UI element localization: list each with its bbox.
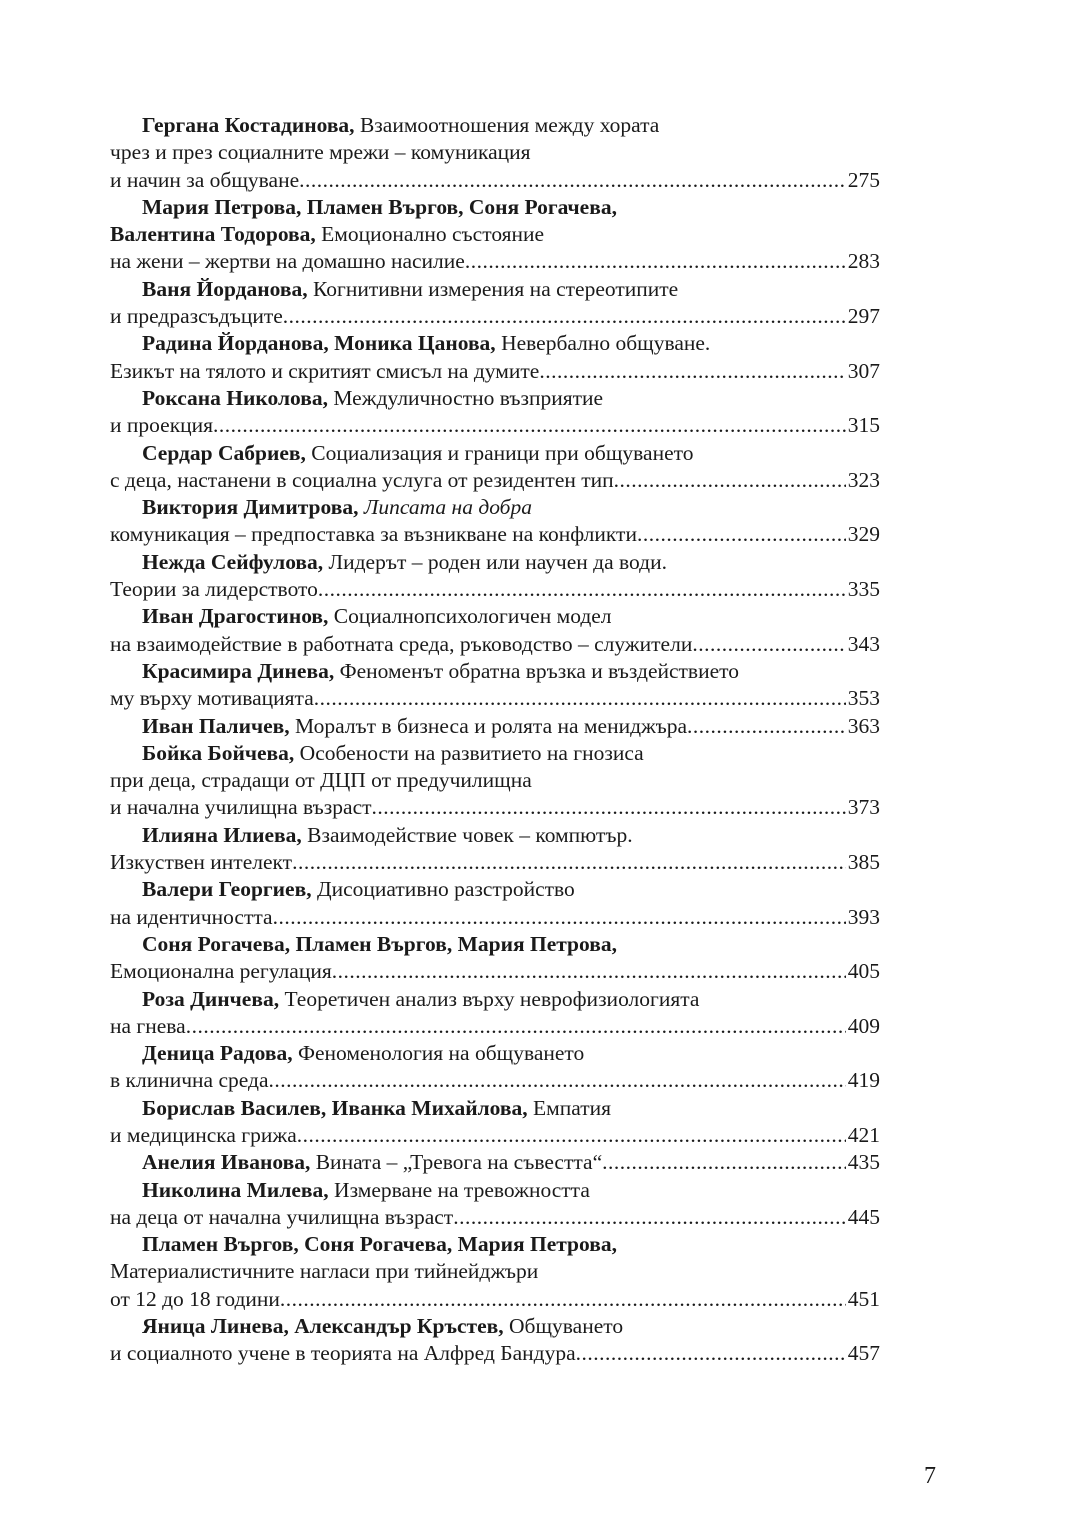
dot-leader xyxy=(614,467,846,494)
entry-authors: Анелия Иванова, xyxy=(142,1150,311,1175)
entry-authors: Валери Георгиев, xyxy=(142,877,312,902)
entry-page: 307 xyxy=(847,358,880,383)
toc-entry xyxy=(110,1231,880,1313)
entry-page: 385 xyxy=(847,850,880,875)
toc-entry xyxy=(110,713,880,740)
toc-entry xyxy=(110,1313,880,1368)
entry-title: Изкуствен интелект xyxy=(110,850,293,875)
dot-leader xyxy=(297,1122,846,1149)
entry-title: Емпатия xyxy=(532,1095,611,1120)
toc-entry xyxy=(110,931,880,986)
entry-page: 343 xyxy=(847,631,880,656)
toc-entry xyxy=(110,1040,880,1095)
entry-title: на деца от начална училищна възраст xyxy=(110,1204,454,1229)
toc-entry xyxy=(110,822,880,877)
entry-authors: Сердар Сабриев, xyxy=(142,440,306,465)
table-of-contents xyxy=(110,112,880,1368)
entry-page: 315 xyxy=(847,413,880,438)
toc-entry xyxy=(110,330,880,385)
entry-title: и начин за общуване xyxy=(110,167,300,192)
entry-page: 405 xyxy=(847,959,880,984)
dot-leader xyxy=(637,521,846,548)
entry-authors: Илияна Илиева, xyxy=(142,822,302,847)
entry-title: Липсата на добра xyxy=(363,495,532,520)
entry-page: 435 xyxy=(847,1150,880,1175)
entry-title: Лидерът – роден или научен да води. xyxy=(328,549,667,574)
entry-title: и начална училищна възраст xyxy=(110,795,372,820)
entry-title: Феноменология на общуването xyxy=(297,1041,585,1066)
entry-authors: Нежда Сейфулова, xyxy=(142,549,324,574)
entry-authors: Пламен Въргов, Соня Рогачева, Мария Петрова, xyxy=(142,1232,617,1257)
toc-entry xyxy=(110,549,880,604)
entry-page: 275 xyxy=(847,167,880,192)
entry-authors: Радина Йорданова, Моника Цанова, xyxy=(142,331,496,356)
dot-leader xyxy=(186,1013,846,1040)
dot-leader xyxy=(602,1149,846,1176)
entry-title: Взаимоотношения между хората xyxy=(359,113,660,137)
toc-entry xyxy=(110,194,880,276)
entry-page: 445 xyxy=(847,1204,880,1229)
entry-page: 451 xyxy=(847,1286,880,1311)
entry-title: на гнева xyxy=(110,1013,186,1038)
entry-title: Материалистичните нагласи при тийнейджъри xyxy=(110,1259,539,1284)
entry-title: Емоционално състояние xyxy=(321,222,545,247)
entry-authors: Роза Динчева, xyxy=(142,986,280,1011)
dot-leader xyxy=(269,1067,846,1094)
entry-authors: Роксана Николова, xyxy=(142,385,328,410)
toc-entry xyxy=(110,385,880,440)
entry-authors: Мария Петрова, Пламен Въргов, Соня Рогачева, xyxy=(142,194,617,219)
toc-entry xyxy=(110,1095,880,1150)
entry-title: Особености на развитието на гнозиса xyxy=(299,740,644,765)
entry-title: комуникация – предпоставка за възникване на конфликти xyxy=(110,522,637,547)
toc-entry xyxy=(110,494,880,549)
dot-leader xyxy=(539,358,845,385)
dot-leader xyxy=(280,1286,846,1313)
entry-title: Невербално общуване. xyxy=(501,331,711,356)
dot-leader xyxy=(453,1204,846,1231)
entry-title: Социализация и граници при общуването xyxy=(311,440,694,465)
entry-title: Социалнопсихологичен модел xyxy=(333,604,612,629)
entry-page: 421 xyxy=(847,1122,880,1147)
toc-entry xyxy=(110,740,880,822)
entry-title: му върху мотивацията xyxy=(110,686,314,711)
entry-title: Вината – „Тревога на съвестта“ xyxy=(315,1150,603,1175)
entry-authors: Ваня Йорданова, xyxy=(142,276,308,301)
entry-title: Феноменът обратна връзка и въздействието xyxy=(339,658,739,683)
dot-leader xyxy=(314,685,846,712)
dot-leader xyxy=(299,167,846,194)
entry-authors: Яница Линева, Александър Кръстев, xyxy=(142,1314,504,1339)
entry-title: на идентичността xyxy=(110,904,273,929)
entry-page: 353 xyxy=(847,686,880,711)
toc-entry xyxy=(110,112,880,194)
entry-page: 419 xyxy=(847,1068,880,1093)
toc-entry xyxy=(110,986,880,1041)
dot-leader xyxy=(692,631,845,658)
entry-title: Взаимодействие човек – компютър. xyxy=(307,822,633,847)
entry-page: 335 xyxy=(847,577,880,602)
dot-leader xyxy=(283,303,846,330)
entry-page: 363 xyxy=(847,713,880,738)
dot-leader xyxy=(213,412,846,439)
entry-title: и проекция xyxy=(110,413,214,438)
entry-title: Моралът в бизнеса и ролята на мениджъра xyxy=(295,713,687,738)
entry-page: 329 xyxy=(847,522,880,547)
entry-authors: Гергана Костадинова, xyxy=(142,113,355,137)
entry-title: на жени – жертви на домашно насилие xyxy=(110,249,465,274)
dot-leader xyxy=(687,713,846,740)
entry-title: от 12 до 18 години xyxy=(110,1286,280,1311)
toc-entry xyxy=(110,1149,880,1176)
entry-title: при деца, страдащи от ДЦП от предучилищна xyxy=(110,768,532,793)
entry-authors: Валентина Тодорова, xyxy=(110,222,316,247)
entry-authors: Деница Радова, xyxy=(142,1041,293,1066)
entry-title: с деца, настанени в социална услуга от резидентен тип xyxy=(110,467,614,492)
entry-title: Междуличностно възприятие xyxy=(333,385,604,410)
dot-leader xyxy=(576,1340,846,1367)
dot-leader xyxy=(273,904,846,931)
entry-title: Емоционална регулация xyxy=(110,959,332,984)
entry-page: 457 xyxy=(847,1341,880,1366)
page-number: 7 xyxy=(924,1463,936,1489)
entry-title: Теоретичен анализ върху неврофизиологията xyxy=(284,986,700,1011)
entry-authors: Виктория Димитрова, xyxy=(142,495,359,520)
entry-page: 373 xyxy=(847,795,880,820)
entry-authors: Иван Драгостинов, xyxy=(142,604,329,629)
toc-entry xyxy=(110,876,880,931)
entry-authors: Николина Милева, xyxy=(142,1177,329,1202)
entry-page: 409 xyxy=(847,1013,880,1038)
entry-title: Когнитивни измерения на стереотипите xyxy=(312,276,679,301)
entry-page: 323 xyxy=(847,467,880,492)
entry-authors: Бойка Бойчева, xyxy=(142,740,295,765)
dot-leader xyxy=(465,248,846,275)
entry-authors: Красимира Динева, xyxy=(142,658,335,683)
entry-authors: Борислав Василев, Иванка Михайлова, xyxy=(142,1095,528,1120)
dot-leader xyxy=(372,794,846,821)
entry-title: Теории за лидерството xyxy=(110,577,318,602)
toc-entry xyxy=(110,1177,880,1232)
entry-authors: Соня Рогачева, Пламен Въргов, Мария Петрова, xyxy=(142,931,617,956)
toc-entry xyxy=(110,603,880,658)
toc-entry xyxy=(110,276,880,331)
entry-title: и предразсъдъците xyxy=(110,304,283,329)
toc-entry xyxy=(110,440,880,495)
entry-page: 393 xyxy=(847,904,880,929)
entry-page: 283 xyxy=(847,249,880,274)
entry-page: 297 xyxy=(847,304,880,329)
dot-leader xyxy=(318,576,846,603)
entry-title: на взаимодействие в работната среда, ръководство – служители xyxy=(110,631,693,656)
entry-title: Езикът на тялото и скритият смисъл на думите xyxy=(110,358,540,383)
entry-title: в клинична среда xyxy=(110,1068,269,1093)
entry-title: чрез и през социалните мрежи – комуникация xyxy=(110,140,531,165)
entry-authors: Иван Паличев, xyxy=(142,713,290,738)
entry-title: Дисоциативно разстройство xyxy=(316,877,575,902)
entry-title: и медицинска грижа xyxy=(110,1122,297,1147)
entry-title: Общуването xyxy=(509,1314,624,1339)
entry-title: и социалното учене в теорията на Алфред Бандура xyxy=(110,1341,576,1366)
dot-leader xyxy=(332,958,846,985)
entry-title: Измерване на тревожността xyxy=(334,1177,590,1202)
dot-leader xyxy=(292,849,846,876)
toc-entry xyxy=(110,658,880,713)
